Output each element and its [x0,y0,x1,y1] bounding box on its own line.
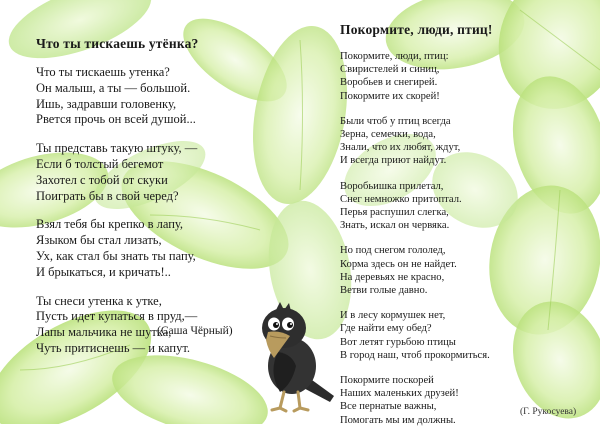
poem-title: Покормите, люди, птиц! [340,22,493,37]
poem-line: Все пернатые важны, [340,401,437,413]
stanza [340,374,590,427]
poem-line: Покормите, люди, птиц: [340,51,449,62]
poem-line: Лапы мальчика не шутка, [36,325,172,340]
poem-line: Наших маленьких друзей! [340,388,459,400]
poem-line: Знать, искал он червяка. [340,220,450,232]
poem-line: На деревьях не красно, [340,271,445,283]
poem-line: Что ты тискаешь утенка? [36,65,170,79]
poem-line: Знали, что их любят, ждут, [340,142,461,154]
poem-right [340,22,590,439]
poem-line: Где найти ему обед? [340,323,432,335]
poem-left [36,36,276,370]
stanza [36,294,276,357]
poem-line: Свиристелей и синиц, [340,64,440,76]
stanza [340,50,590,103]
stanza [340,180,590,233]
poem-line: Поиграть бы в свой черед? [36,188,179,203]
poem-line: Покормите поскорей [340,375,434,387]
poem-author: (Саша Чёрный) [157,325,233,337]
poem-line: Ишь, задравши головенку, [36,96,177,111]
poem-line: Были чтоб у птиц всегда [340,115,451,127]
crow-illustration [246,300,338,416]
poem-line: Помогать мы им должны. [340,414,456,426]
poem-line: Воробьев и снегирей. [340,77,438,89]
stanza [340,115,590,168]
poem-line: Ветви голые давно. [340,285,428,297]
poem-author: (Г. Рукосуева) [520,407,577,417]
poem-line: Чуть притиснешь — и капут. [36,340,190,355]
poem-line: Пусть идет купаться в пруд,— [36,309,198,324]
poem-line: Взял тебя бы крепко в лапу, [36,217,184,232]
poem-line: Вот летят гурьбою птицы [340,336,456,348]
stanza [36,217,276,280]
poem-line: Но под снегом гололед, [340,245,446,257]
poem-line: Он малыш, а ты — большой. [36,80,191,95]
poem-line: И всегда приют найдут. [340,155,447,167]
poem-line: Корма здесь он не найдет. [340,258,457,270]
poem-line: В город наш, чтоб прокормиться. [340,349,490,361]
poem-line: Языком бы стал лизать, [36,233,162,248]
poem-line: Воробьишка прилетал, [340,180,444,192]
poem-line: И в лесу кормушек нет, [340,310,446,322]
poem-line: Ты представь такую штуку, — [36,141,198,156]
poem-line: Рвется прочь он всей душой... [36,112,196,127]
stanza [340,309,590,362]
poem-title: Что ты тискаешь утёнка? [36,36,199,51]
poem-line: Покормите их скорей! [340,90,440,102]
poem-line: И брыкаться, и кричать!.. [36,264,171,279]
poem-line: Снег немножко притоптал. [340,193,462,205]
stanza [340,244,590,297]
stanza [36,65,276,128]
poem-line: Перья распушил слегка, [340,207,449,219]
poem-line: Зерна, семечки, вода, [340,129,436,141]
poem-line: Ты снеси утенка к утке, [36,293,162,308]
poem-line: Захотел с тобой от скуки [36,172,168,187]
stanza [36,141,276,204]
poem-line: Ух, как стал бы знать ты папу, [36,248,196,263]
poem-line: Если б толстый бегемот [36,156,164,171]
